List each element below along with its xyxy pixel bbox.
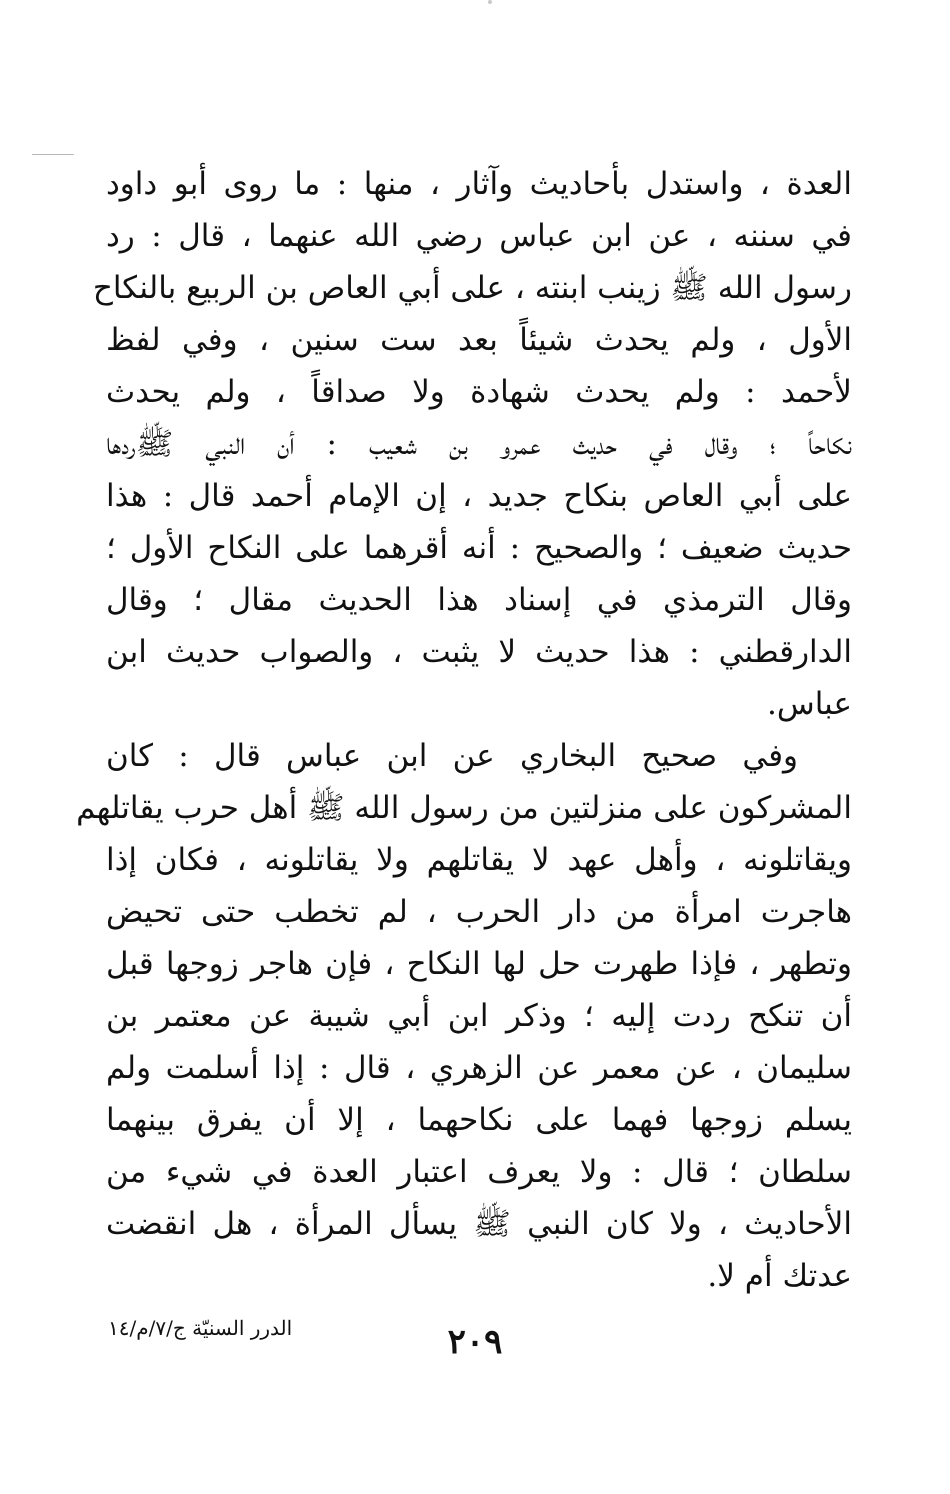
text-line: ويقاتلونه ، وأهل عهد لا يقاتلهم ولا يقاتلونه ، فكان إذا	[106, 842, 852, 878]
text-line: سلطان ؛ قال : ولا يعرف اعتبار العدة في شيء من	[106, 1154, 852, 1190]
footer-reference: الدرر السنيّة ج/٧/م/١٤	[108, 1316, 293, 1340]
text-line: وتطهر ، فإذا طهرت حل لها النكاح ، فإن هاجر زوجها قبل	[106, 946, 852, 982]
text-line: عدتك أم لا.	[707, 1258, 852, 1294]
text-line: نكاحاً ؛ وقال في حديث عمرو بن شعيب : أن النبي ﷺردها	[106, 426, 852, 462]
text-line: الدارقطني : هذا حديث لا يثبت ، والصواب حديث ابن	[106, 634, 852, 670]
text-line: في سننه ، عن ابن عباس رضي الله عنهما ، قال : رد	[106, 218, 852, 254]
main-text-block	[76, 158, 852, 1302]
text-line: الأحاديث ، ولا كان النبي ﷺ يسأل المرأة ، هل انقضت	[106, 1206, 852, 1242]
text-line: يسلم زوجها فهما على نكاحهما ، إلا أن يفرق بينهما	[106, 1102, 852, 1138]
scan-mark	[32, 154, 74, 155]
text-line: وفي صحيح البخاري عن ابن عباس قال : كان	[106, 738, 798, 774]
text-line: رسول الله ﷺ زينب ابنته ، على أبي العاص بن الربيع بالنكاح	[92, 270, 852, 306]
text-line: على أبي العاص بنكاح جديد ، إن الإمام أحمد قال : هذا	[106, 478, 852, 514]
text-line: حديث ضعيف ؛ والصحيح : أنه أقرهما على النكاح الأول ؛	[106, 530, 852, 566]
text-line: المشركون على منزلتين من رسول الله ﷺ أهل حرب يقاتلهم	[76, 790, 852, 826]
text-line: سليمان ، عن معمر عن الزهري ، قال : إذا أسلمت ولم	[106, 1050, 852, 1086]
text-line: العدة ، واستدل بأحاديث وآثار ، منها : ما روى أبو داود	[106, 166, 852, 202]
text-line: عباس.	[767, 686, 852, 722]
text-line: لأحمد : ولم يحدث شهادة ولا صداقاً ، ولم يحدث	[106, 374, 852, 410]
text-line: الأول ، ولم يحدث شيئاً بعد ست سنين ، وفي لفظ	[106, 322, 852, 358]
scan-speck	[488, 0, 492, 4]
text-line: هاجرت امرأة من دار الحرب ، لم تخطب حتى تحيض	[106, 894, 852, 930]
text-line: أن تنكح ردت إليه ؛ وذكر ابن أبي شيبة عن معتمر بن	[106, 998, 852, 1034]
page-number: ٢٠٩	[447, 1322, 503, 1362]
text-line: وقال الترمذي في إسناد هذا الحديث مقال ؛ وقال	[106, 582, 852, 618]
